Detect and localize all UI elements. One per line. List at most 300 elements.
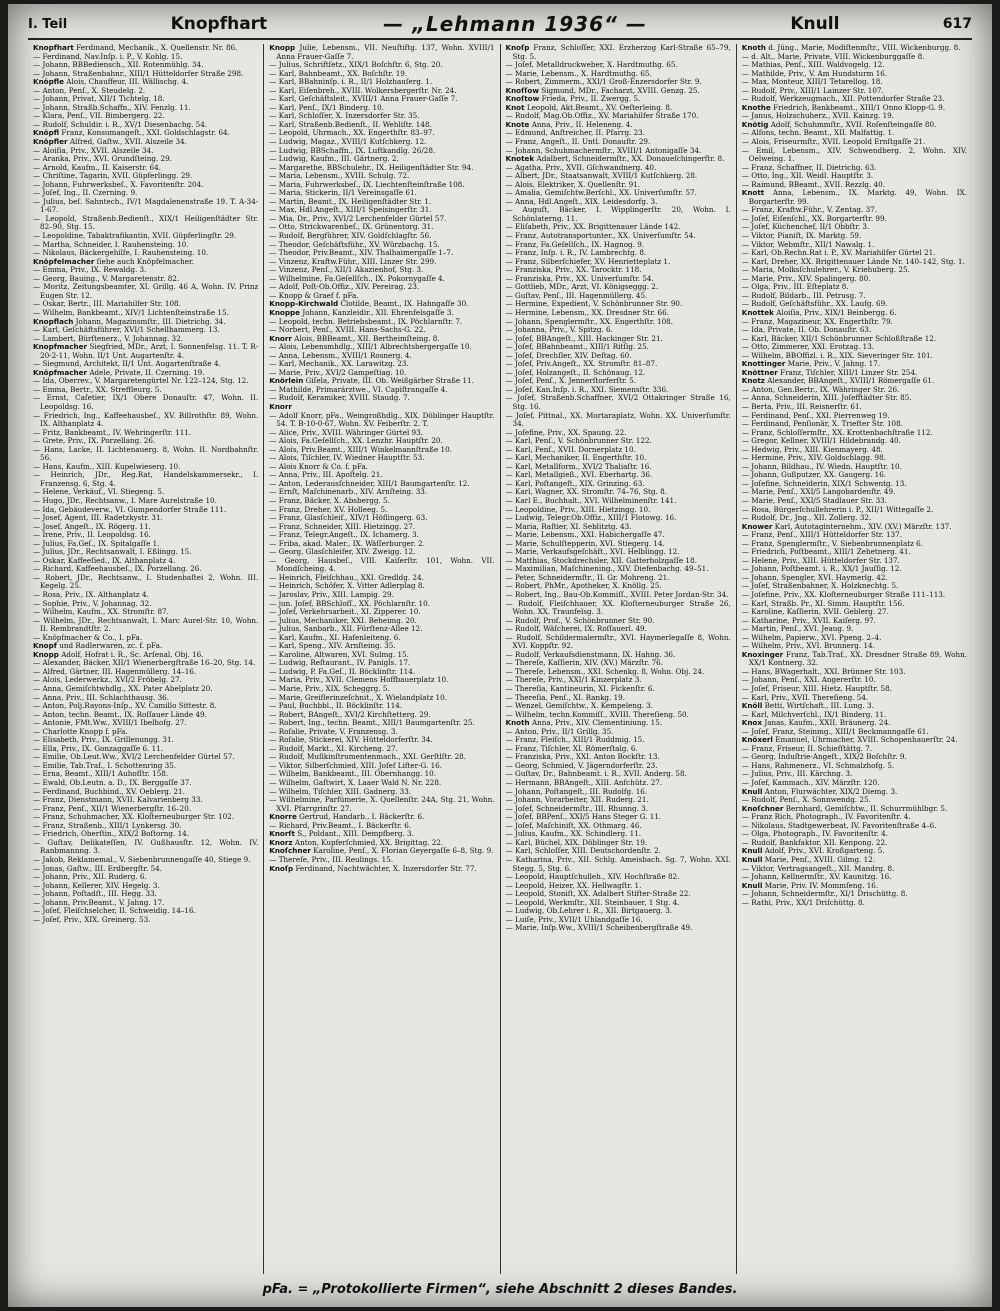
entry-text: — Theodor, Geſchäftsführ., XV. Würzbachg. 15. bbox=[269, 239, 440, 249]
directory-entry bbox=[33, 471, 258, 488]
column-3 bbox=[500, 44, 736, 1274]
entry-text: — Rudolf, Schuldir. i. R., XV/1 Diesenbachg. 54. bbox=[33, 119, 208, 129]
entry-surname: Knote bbox=[505, 119, 530, 129]
entry-text: — Marie, Priv., XIV. Spalingerg. 80. bbox=[741, 273, 871, 283]
entry-text: Sigmund, MDr., Facharzt, XVIII. Genzg. 25. bbox=[541, 85, 700, 95]
entry-surname: Knothe bbox=[741, 102, 771, 112]
entry-surname: Knoſchner bbox=[269, 846, 311, 856]
entry-surname: Knöpfmacher bbox=[33, 367, 88, 377]
entry-text: — Georg, Induſtrie-Angeſt., XIX/2 Boſchſtr. 9. bbox=[741, 752, 907, 762]
entry-text: — Leopold, techn. Betriebsbeamt., IX. Pöchlarnſtr. 7. bbox=[269, 316, 463, 326]
entry-text: — Ludwig, Telegr.Ob.Offiz., XIII/1 Flotowg. 16. bbox=[505, 513, 677, 523]
entry-text: — Ludwig, Kaufm., III. Gärtnerg. 2. bbox=[269, 154, 399, 164]
entry-text: — Emilie, Tab.Traf., I. Schottenring 35. bbox=[33, 760, 177, 770]
entry-text: — Marie, Priv., XIX. Scheggrg. 5. bbox=[269, 684, 390, 694]
entry-text: — Wilhelm, Bankbeamt., III. Obernhangg. 10. bbox=[269, 769, 437, 779]
entry-text: — Gregor, Kellner, XVIII/1 Hildebrandg. 40. bbox=[741, 436, 901, 446]
entry-text: — Erna, Beamt., XIII/1 Auhofſtr. 158. bbox=[33, 769, 169, 779]
entry-surname: Knotek bbox=[505, 154, 535, 164]
entry-text: — Siegmund, Architekt, II/1 Unt. Augartenſtraße 4. bbox=[33, 359, 221, 369]
entry-text: — Chriſtine, Tagarin, XVII. Güpferlingg. 29. bbox=[33, 171, 193, 181]
entry-text: — Marie, Lebensm., X. Hardtmuthg. 65. bbox=[505, 68, 652, 78]
entry-text: — Maria, Raſtier, XI. Seblitztg. 43. bbox=[505, 521, 632, 531]
entry-text: Ferdinand, Mechanik., X. Quellenstr. Nr. 86. bbox=[76, 44, 238, 52]
entry-text: — Franziska, Priv., XX. Univerſumſtr. 54. bbox=[505, 273, 654, 283]
entry-text: — Alois Knorr & Co. f. pFa. bbox=[269, 461, 368, 471]
entry-surname: Knöpfle bbox=[33, 77, 64, 87]
entry-text: — Franz, Penſ., XII/1 Wienerbergſtr. 16–20. bbox=[33, 803, 192, 813]
entry-text: — Knopp & Graef f. pFa. bbox=[269, 290, 359, 300]
entry-text: Franz, Tiſchler, XIII/1 Linzer Str. 254. bbox=[780, 367, 918, 377]
entry-text: — Johann, Schuhmachermſtr., XVIII/1 Antonigaſſe 34. bbox=[505, 145, 702, 155]
entry-surname: Knopflach bbox=[33, 316, 74, 326]
entry-text: — Karl, Metallform., XVI/2 Thaliaſtr. 16. bbox=[505, 461, 652, 471]
entry-text: — Ida, Gebäudeverw., VI. Gumpendorfer Straße 111. bbox=[33, 504, 227, 514]
entry-text: — Josef, Angeſt., IX. Rögerg. 11. bbox=[33, 521, 151, 531]
entry-text: — Rudolf, Muſikinſtrumentenmach., XXI. Gerſtlſtr. 28. bbox=[269, 752, 466, 762]
entry-text: — Leopold, Uhrmach., XX. Engerthſtr. 83–97. bbox=[269, 128, 435, 138]
entry-text: — Marie, Greiflerinzeſchnit., X. Wielandplatz 10. bbox=[269, 692, 447, 702]
entry-text: — Oskar, Kaffeeſied., IX. Althanplatz 4. bbox=[33, 555, 176, 565]
entry-text: — Robert, Ing., techn. Beamt., XIII/1 Baumgartenſtr. 25. bbox=[269, 718, 475, 728]
entry-text: — Maria, Fuhrwerksbeſ., IX. Liechtenſteinſtraße 108. bbox=[269, 179, 465, 189]
entry-surname: Knopp-Kirchwald bbox=[269, 299, 339, 309]
entry-text: — Otto, Zimmerer, XXI. Erotzag. 13. bbox=[741, 342, 875, 352]
entry-text: — Karl, Büchel, XIX. Döblinger Str. 19. bbox=[505, 837, 648, 847]
entry-text: Giſela, Private, III. Ob. Weißgärber Straße 11. bbox=[305, 376, 474, 386]
entry-text: — Joſef, BBPenſ., XXI/5 Hans Steger G. 11. bbox=[505, 812, 662, 822]
entry-text: Janas, Kaufm., XXII. Bräunerg. 24. bbox=[764, 718, 891, 728]
entry-text: — Alois, Friseurmſtr., XVII. Leopold Ernſtgaſſe 21. bbox=[741, 137, 926, 147]
directory-entry bbox=[33, 215, 258, 232]
header-rule bbox=[28, 38, 972, 40]
entry-surname: Knöxerl bbox=[741, 735, 773, 745]
entry-text: — Joſef, Pittnal., XX. Mortaraplatz, Wohn. XX. Univerſumſtr. 34. bbox=[505, 410, 731, 429]
entry-text: — Robert, Zimmerm., XXI/1 Groß-Enzersdorfer Str. 9. bbox=[505, 77, 702, 87]
entry-text: — Rudolf, Geſchäftsführ., XX. Laufg. 69. bbox=[741, 299, 888, 309]
entry-text: — Joſefine, Priv., XX. Kloſterneuburger Straße 111–113. bbox=[741, 590, 946, 599]
entry-text: — Julius, Mechaniker, XXI. Beheimg. 20. bbox=[269, 615, 417, 625]
entry-text: — Martha, Schneider, I. Rauhensteing. 10. bbox=[33, 239, 189, 249]
entry-text: — Anton, Priv., II/1 Grillg. 35. bbox=[505, 726, 614, 736]
entry-text: — Rudolf, Penſ., X. Sonnwendg. 25. bbox=[741, 795, 871, 805]
entry-text: — Joſef, Straßenb.Schaffner, XVI/2 Ottakringer Straße 16, Stg. 16. bbox=[505, 393, 731, 411]
entry-text: — Karl, Eiſenbreh., XVIII. Wolkersbergerſtr. Nr. 24. bbox=[269, 85, 457, 95]
entry-text: — Franz, Schaffner, II. Dietrichg. 63. bbox=[741, 162, 877, 172]
entry-text: — Leopoldine, Tabaktrafikantin, XVII. Güpferlingſtr. 29. bbox=[33, 231, 237, 241]
entry-surname: Knottinger bbox=[741, 359, 786, 369]
entry-text: — Otto, Strickwarenbeſ., IX. Grünentorg. 31. bbox=[269, 222, 434, 232]
section-label: I. Teil bbox=[28, 16, 68, 32]
entry-surname: Knopf bbox=[33, 641, 57, 651]
directory-entry bbox=[33, 283, 258, 300]
entry-text: Franz, Konsumangeſt., XXI. Goldschlagstr. 64. bbox=[61, 128, 230, 138]
entry-text: — Amalia, Gemiſchtw.Berſchl., XX. Univerſumſtr. 57. bbox=[505, 188, 697, 198]
entry-text: — Julius, Fa.Geſ., IX. Spitalgaſſe 1. bbox=[33, 538, 160, 548]
entry-text: Karoline, Penſ., X. Florian Geyergaſſe 6–8, Stg. 9. bbox=[313, 846, 494, 856]
entry-surname: Knopp bbox=[269, 44, 296, 52]
entry-text: Anna, Lebensm., IX. Marktg. 49, Wohn. IX. Borgarterſtr. 99. bbox=[748, 188, 967, 206]
entry-text: Johann, Magazinsmſtr., III. Dietrichg. 34. bbox=[75, 316, 226, 326]
entry-text: — Johann, Priv., XII. Ruderg. 6. bbox=[33, 872, 147, 882]
entry-text: — Guſtav, Delikateſſen, IV. Gußhausſtr. 12, Wohn. IV. Ranbmannng. 3. bbox=[33, 837, 259, 856]
entry-text: — Karl, Dreher, XX. Brigittenauer Lände Nr. 140–142, Stg. 1. bbox=[741, 256, 965, 266]
entry-surname: Knöpfelmacher bbox=[33, 256, 95, 266]
entry-text: — Maria, Stickerin, II/1 Vereinsgaſſe 61. bbox=[269, 188, 417, 198]
entry-text: — Anna, Priv., III. Schlachthausg. 36. bbox=[33, 692, 170, 702]
entry-text: — Wilhelm, techn.Kommiſſ., XVIII. Thereſieng. 50. bbox=[505, 709, 689, 719]
entry-text: — Johann, Straßenbahnr., XIII/1 Hütteldorfer Straße 298. bbox=[33, 68, 244, 78]
entry-text: — Joſef, BBAngeſt., XIII. Hackinger Str. 21. bbox=[505, 333, 663, 343]
entry-text: — Lambert, Bürſtenerz., V. Johannag. 32. bbox=[33, 333, 183, 343]
entry-text: — Luiſe, Priv., XVII/1 Uhlandgaſſe 16. bbox=[505, 914, 643, 924]
entry-text: — Heinrich, Fleiſchhau., XXI. Gredldg. 24. bbox=[269, 572, 424, 582]
entry-text: — Nikolaus, Stadtgewerbeat, IV. Favoritenſtraße 4–6. bbox=[741, 820, 937, 830]
entry-text: — Peter, Schneidermſtr., II. Gr. Mohreng. 21. bbox=[505, 572, 670, 582]
directory-entry bbox=[269, 796, 494, 813]
entry-text: — Friedrich, Ing., Kaffeehausbeſ., XV. Billrothſtr. 89, Wohn. IX. Althanplatz 4. bbox=[33, 410, 259, 429]
directory-entry bbox=[33, 343, 258, 360]
directory-entry bbox=[33, 617, 258, 634]
entry-text: — Thereſe, Priv., III. Reulings. 15. bbox=[269, 854, 394, 864]
entry-text: — Guſtav, Dr., Bahnbeamt. i. R., XVII. Anderg. 58. bbox=[505, 769, 687, 779]
entry-text: — Aranka, Priv., XVI. Grundſteing. 29. bbox=[33, 154, 172, 164]
entry-text: — Nikolaus, Bäckergehilfe, I. Rauhensteing. 10. bbox=[33, 248, 209, 258]
entry-text: — Johann, Poſtadſt., III. Hegg. 33. bbox=[33, 889, 157, 899]
entry-surname: Knull bbox=[741, 880, 763, 890]
directory-entry bbox=[33, 839, 258, 856]
entry-text: — Franz, Tiſchler, XI. Römerſtalg. 6. bbox=[505, 743, 638, 753]
entry-text: — Johann, Straßb.Schaffn., XIV. Fenzlg. 11. bbox=[33, 102, 191, 112]
entry-text: — Alfred, Gärtner, III. Hagenmüllerg. 14–16. bbox=[33, 666, 197, 676]
directory-entry bbox=[33, 574, 258, 591]
entry-text: — Georg, Hausbeſ., VIII. Kaiſerſtr. 101, Wohn. VII. Mondſcheing. 4. bbox=[269, 555, 495, 574]
entry-text: — Joſef, Küchenchef, II/1 Obbſtr. 3. bbox=[741, 222, 870, 232]
entry-text: — Anton, Lederausſchneider, XIII/1 Baumgartenſtr. 12. bbox=[269, 478, 470, 488]
entry-text: — Anna, Lebensm., XVIII/1 Rosnerg. 4. bbox=[269, 350, 412, 360]
entry-surname: Knower bbox=[741, 521, 773, 531]
entry-text: — Richard, Kaffeehausbeſ., IX. Porzellang. 26. bbox=[33, 564, 202, 574]
entry-text: — Berta, Priv., III. Reisnerſtr. 61. bbox=[741, 401, 862, 411]
entry-text: — Robert, PhMr., Apotheker, X. Knöllg. 25. bbox=[505, 581, 662, 591]
entry-surname: Knoſp bbox=[505, 44, 530, 52]
entry-text: — Leopold, Hauptſchulleh., XIV. Hochſtraße 82. bbox=[505, 872, 680, 882]
entry-text: — Joſef, Metalldruckweber, X. Hardtmuthg. 65. bbox=[505, 60, 678, 70]
entry-text: — Helene, Priv., XIII. Hütteldorfer Str. 137. bbox=[741, 555, 900, 565]
entry-text: — Martin, Penſ., XVI. Jeaug. 9. bbox=[741, 624, 854, 634]
entry-text: — Karl, Kaufm., XI. Hafenleiteng. 6. bbox=[269, 632, 401, 642]
entry-text: — Julius, beſ. Sahntech., IV/1 Magdalenenstraße 19. T. A-34-1-67. bbox=[33, 196, 259, 215]
entry-text: — Johann, BBBediensch., XII. Rotenmühlg. 34. bbox=[33, 60, 204, 70]
guide-word-first: Knopfhart bbox=[170, 14, 268, 34]
entry-text: — Hermine, Priv., XIV. Goldschlagg. 98. bbox=[741, 453, 886, 463]
entry-text: — Alois, Tiſchler, IV. Wiedner Hauptſtr. 53. bbox=[269, 453, 425, 463]
entry-text: — Wilhelm, Bankbeamt., XIV/1 Lichtenſteinstraße 15. bbox=[33, 307, 229, 317]
entry-text: — Matthias, Stockdrechsler, XII. Gatterholzgaſſe 18. bbox=[505, 555, 697, 565]
entry-text: — Ludwig, Ob.Lehrer i. R., XII. Birtgauerg. 3. bbox=[505, 906, 673, 916]
entry-text: — Rudolf, Schildermalermſtr., XVI. Haymerlegaſſe 8, Wohn. XVI. Koppſtr. 92. bbox=[505, 632, 731, 651]
entry-text: — Karl, Speng., XIV. Arnſteing. 35. bbox=[269, 641, 396, 651]
entry-text: — Arnold, Kaufm., II. Kaiserstr. 64. bbox=[33, 162, 161, 172]
entry-text: Bernhard, Gemiſchtw., II. Schurrmühlbgr. 5. bbox=[785, 803, 948, 813]
entry-text: — Maria, Priv., XVII. Clemens Hoffbauerplatz 10. bbox=[269, 675, 449, 685]
entry-text: — Ferdinand, Penſ., XXI. Pierrenweg 19. bbox=[741, 410, 890, 420]
entry-text: — Joſefine, Priv., XX. Spaung. 22. bbox=[505, 427, 627, 437]
entry-text: — Raimund, BBeamt., XVII. Rezzlg. 40. bbox=[741, 179, 885, 189]
entry-text: — Robert, Ing., Bau-Ob.Kommiſſ., XVIII. Peter Jordan-Str. 34. bbox=[505, 590, 729, 599]
entry-text: — Wilhelm, Tiſchler, XIII. Gadnerg. 33. bbox=[269, 786, 412, 796]
entry-text: Alexander, BBAngeſt., XVIII/1 Römergaſſe 61. bbox=[767, 376, 935, 386]
entry-surname: Knoppe bbox=[269, 307, 301, 317]
entry-surname: Knot bbox=[505, 102, 525, 112]
entry-text: Leopold, Akt.Beamt., XV. Oeſterleing. 8. bbox=[526, 102, 673, 112]
entry-text: — Franz, Glasſchleif., XIV/1 Höflingerg. 63. bbox=[269, 513, 428, 523]
entry-text: d. Jüng., Marie, Modiſtenmſtr., VIII. Wickenburgg. 8. bbox=[768, 44, 961, 52]
directory-entry bbox=[33, 198, 258, 215]
entry-text: — Hermine, Lebensm., XX. Dresdner Str. 66. bbox=[505, 307, 669, 317]
entry-text: — Karl, Penſ., V. Schönbrunner Str. 122. bbox=[505, 436, 652, 446]
column-1 bbox=[28, 44, 263, 1274]
entry-text: — Viktor, Webmſtr., XII/1 Nawalg. 1. bbox=[741, 239, 875, 249]
entry-text: Betti, Wirtſchaft., III. Lung. 3. bbox=[764, 701, 874, 711]
directory-entry bbox=[269, 412, 494, 429]
directory-entry bbox=[269, 44, 494, 61]
entry-text: — Karl, BBahninſp. i. R., II/1 Holzhauſerg. 1. bbox=[269, 77, 433, 87]
entry-text: — Roſalie, Private, V. Franzensg. 3. bbox=[269, 726, 398, 736]
directory-entry bbox=[742, 651, 967, 668]
entry-text: — Julius, Kaufm., XX. Schindlerg. 11. bbox=[505, 829, 642, 839]
entry-text: — Viktor, Vertragsangeſt., XII. Mandrg. 8. bbox=[741, 863, 895, 873]
entry-text: — Elisabeth, Priv., IX. Grillenungg. 31. bbox=[33, 735, 174, 745]
entry-text: — Julius, Priv., III. Kärchng. 3. bbox=[741, 769, 853, 779]
entry-text: — Olga, Photograph., IV. Favoritenſtr. 4. bbox=[741, 829, 888, 839]
entry-surname: Knull bbox=[741, 846, 763, 856]
entry-text: Adele, Private, II. Czerning. 19. bbox=[89, 367, 205, 377]
entry-text: — Richard, Priv.Beamt., I. Bäckerſtr. 6. bbox=[269, 820, 412, 830]
entry-text: — Viktor, Pianiſt, IX. Marktg. 59. bbox=[741, 231, 862, 241]
entry-text: — Julius, Schriftſetz., XIX/1 Boſchſtr. 6, Stg. 20. bbox=[269, 60, 443, 70]
entry-text: — Katharine, Priv., XVII. Kaiſerg. 97. bbox=[741, 615, 876, 625]
entry-text: — Karl, Poſtangeſt., XIX. Grinzing. 63. bbox=[505, 478, 645, 488]
entry-surname: Knott bbox=[741, 188, 765, 198]
entry-text: — Albert, JDr., Staatsanwalt, XVIII/1 Kutſchkerg. 28. bbox=[505, 171, 698, 181]
entry-surname: Knull bbox=[741, 786, 763, 796]
entry-text: — Margarethe, BBSchulehr., IX. Heiligenſtädter Str. 94. bbox=[269, 162, 474, 172]
entry-surname: Knox bbox=[741, 718, 763, 728]
entry-text: — Knöpfmacher & Co., I. pFa. bbox=[33, 632, 143, 642]
entry-text: ſiehe auch Knöpfelmacher. bbox=[96, 256, 194, 266]
entry-text: — Rudolf, Wäſcherei, IX. Roſſauerl. 49. bbox=[505, 624, 647, 634]
entry-text: Adolf, Hofrat i. R., Sc. Arſenal, Obj. 16. bbox=[61, 649, 204, 659]
entry-text: — Hugo, JDr., Rechtsanw., I. Mare Aurelstraße 10. bbox=[33, 495, 217, 505]
entry-text: — Rudolf, Markt., XI. Kircheng. 27. bbox=[269, 743, 398, 753]
entry-text: — Joſef, Schneidermſtr., III. Rhunng. 3. bbox=[505, 803, 649, 813]
entry-surname: Knoth bbox=[741, 44, 766, 52]
entry-text: — Wilhelm, Kaufm., XX. Stromſtr. 87. bbox=[33, 607, 169, 617]
entry-text: — Anton, Polj.Rayons-Inſp., XV. Camillo Sittestr. 8. bbox=[33, 701, 217, 711]
entry-text: Franz, Tab.Traf., XX. Dresdner Straße 89, Wohn. XX/1 Kontnerg. 32. bbox=[748, 649, 967, 668]
entry-text: — Johann, Fuhrwerksbeſ., X. Favoritenſtr. 204. bbox=[33, 179, 204, 189]
entry-text: — Karl, Bahnbeamt., XX. Boſchſtr. 19. bbox=[269, 68, 408, 78]
entry-text: — Emilie, Ob.Leut.Ww., XVI/2 Lerchenfelder Gürtel 57. bbox=[33, 752, 235, 762]
entry-text: — Ewald, Ob.Leutn. a. D., IX. Berggaſſe 37. bbox=[33, 778, 192, 788]
entry-text: — Rudolf, Bankfaktor, XII. Kenpong. 22. bbox=[741, 837, 888, 847]
entry-text: — Robert, BAngeſt., XVI/2 Kirchſtetterg. 29. bbox=[269, 709, 431, 719]
column-4 bbox=[736, 44, 972, 1274]
directory-entry bbox=[269, 865, 494, 874]
entry-text: — Vinzenz, Kraftw.Führ., XIII. Linzer Str. 299. bbox=[269, 256, 437, 266]
entry-text: — Johann, Spenglermſtr., XX. Engerthſtr. 108. bbox=[505, 316, 674, 326]
entry-text: — Max, Monteur, XIII/1 Tetarellog. 18. bbox=[741, 77, 883, 87]
entry-text: Anna, Priv., II. Heleneng. 4. bbox=[531, 119, 633, 129]
entry-text: — Hedwig, Priv., XIII. Kienmayerg. 48. bbox=[741, 444, 883, 454]
entry-text: — Rudolf, Mag.Ob.Offiz., XV. Mariahilfer Straße 170. bbox=[505, 111, 699, 121]
entry-text: — Wilhelmine, Fa.Geſellſch., IX. Pokornygaſſe 4. bbox=[269, 273, 445, 283]
entry-text: — Joſef, Friseur, XIII. Hietz. Hauptſtr. 58. bbox=[741, 684, 892, 694]
entry-text: — Wenzel, Gemiſchtw., X. Kempeleng. 3. bbox=[505, 701, 654, 711]
entry-text: — Karl, Straßb. Pr., XI. Simm. Hauptſtr. 156. bbox=[741, 598, 905, 608]
entry-text: — Georg, Glasſchleifer, XIV. Zweigg. 12. bbox=[269, 547, 416, 557]
entry-text: — Helene, Verkäuf., VI. Stiegeng. 5. bbox=[33, 487, 165, 497]
directory-entry bbox=[506, 206, 731, 223]
entry-text: — Alois, Elektriker, X. Quellenſtr. 91. bbox=[505, 179, 641, 189]
entry-text: — Ida, Private, II. Ob. Donauſtr. 63. bbox=[741, 325, 872, 335]
directory-entry bbox=[269, 557, 494, 574]
entry-text: — Ludwig, P. Fa.Geſ., II. Böcklinſtr. 114. bbox=[269, 666, 416, 676]
entry-text: Anton, Kupferſchmied, XX. Brigittag. 22. bbox=[294, 837, 444, 847]
entry-text: — Grete, Priv., IX. Porzellang. 26. bbox=[33, 436, 156, 446]
entry-text: — Wilhelm, Priv., XVI. Brunnerg. 14. bbox=[741, 641, 875, 651]
entry-text: Marie, Priv., V. Jahng. 17. bbox=[787, 359, 881, 369]
entry-text: — Franz, Fleiſch., XIII/1 Ruddmig. 15. bbox=[505, 735, 645, 745]
entry-text: — Johann, Poſtangeſt., III. Rudolfg. 16. bbox=[505, 786, 648, 796]
entry-text: — Janus, Holzschuherz., XVII. Kainzg. 19. bbox=[741, 111, 895, 121]
directory-entry bbox=[506, 44, 731, 61]
entry-text: — Joſef, Maſchiniſt, XX. Othmarg. 46. bbox=[505, 820, 642, 830]
entry-text: — Moritz, Zeitungsbeamter, XI. Grillg. 46 A, Wohn. IV. Prinz Eugen Str. 12. bbox=[33, 282, 259, 300]
entry-text: — Karl, Schloſſer, X. Inzersdorfer Str. 35. bbox=[269, 111, 420, 121]
entry-surname: Knottek bbox=[741, 307, 774, 317]
directory-entry bbox=[742, 147, 967, 164]
entry-text: — Karl, Mechanik., XX. Larawitzg. 23. bbox=[269, 359, 409, 369]
entry-text: — Rudolf, Priv., XIII/1 Lainzer Str. 107. bbox=[741, 85, 884, 95]
entry-text: — Franz, Angeſt., II. Untl. Donauſtr. 29. bbox=[505, 137, 651, 147]
entry-surname: Knöttner bbox=[741, 367, 778, 377]
entry-text: — Leopoldine, Priv., XIII. Hietzingg. 10. bbox=[505, 504, 651, 514]
entry-text: — Franziska, Priv., XX. Tarocktr. 118. bbox=[505, 265, 642, 275]
entry-text: Alois, BBBeamt., XII. Bertheimſteing. 8. bbox=[294, 333, 440, 343]
entry-text: — Ida, Oberrev., V. Margaretengürtel Nr. 122–124, Stg. 12. bbox=[33, 376, 249, 386]
entry-text: — Joſef, Priv.Angeſt., XX. Stromſtr. 81–87. bbox=[505, 359, 658, 369]
entry-text: — Hans, Kaufm., XIII. Kupelwieserg. 10. bbox=[33, 461, 181, 471]
entry-text: — Vinzenz, Penſ., XII/1 Akazienhof, Stg. 3. bbox=[269, 265, 424, 275]
entry-text: — Marie, Schulſtepperin, XVI. Stiegerg. 14. bbox=[505, 538, 665, 548]
entry-text: — Friedrich, Oberſtin., XIX/2 Boſtorng. 14. bbox=[33, 829, 190, 839]
entry-text: — Alois, Fa.Geſellſch., XX. Lenzhr. Hauptſtr. 20. bbox=[269, 436, 443, 446]
entry-surname: Knorr bbox=[269, 401, 292, 411]
entry-text: — Alfons, techn. Beamt., XII. Malfattig. 1. bbox=[741, 128, 895, 138]
entry-text: — d. Alt., Marie, Private, VIII. Wickenburggaſſe 8. bbox=[741, 51, 925, 61]
entry-text: — Maximilian, Maſchinening., XIV. Diefenbachg. 49–51. bbox=[505, 564, 709, 574]
entry-text: — Karl, Straßenb.Bedienſt., II. Wehliſtr. 148. bbox=[269, 119, 432, 129]
entry-text: — Karl, Mechaniker, II. Engerthſtr. 10. bbox=[505, 453, 647, 463]
entry-text: — Jaroslav, Priv., XIII. Lampig. 29. bbox=[269, 590, 394, 599]
directory-entry bbox=[506, 394, 731, 411]
entry-text: — Joſef, BBahnbeamt., XIII/1 Ritſig. 25. bbox=[505, 342, 649, 352]
entry-text: — Klara, Penſ., VII. Bimbergerg. 22. bbox=[33, 111, 165, 121]
entry-text: — Rudolf, Verkaufsdienstmann, IX. Hahng. 36. bbox=[505, 649, 676, 659]
entry-text: — Rudolf, Keramiker, XVIII. Staudg. 7. bbox=[269, 393, 410, 403]
entry-columns bbox=[28, 44, 972, 1274]
footer-note: pFa. = „Protokollierte Firmen“, siehe Abschnitt 2 dieses Bandes. bbox=[262, 1282, 738, 1297]
entry-text: Frieda, Priv., II. Zwergg. 5. bbox=[541, 94, 641, 104]
entry-surname: Knoth bbox=[505, 718, 530, 728]
entry-text: Johann, Kanzleidir., XII. Ehrenfelsgaſſe 3. bbox=[302, 307, 454, 317]
entry-surname: Knoxinger bbox=[741, 649, 784, 659]
entry-text: — Johann, Kellnermſtr., XV. Kaunitzg. 16. bbox=[741, 872, 892, 882]
entry-text: — Rudolf, Prof., V. Schönbrunner Str. 90. bbox=[505, 615, 655, 625]
entry-text: — Max, Hdl.Angeſt., XIII/1 Speisingerſtr. 31. bbox=[269, 205, 432, 215]
entry-text: — Adolf, Poſt-Ob.Offiz., XIV. Pereirag. 23. bbox=[269, 282, 420, 292]
entry-text: — Karl, Priv., XVII. Thereſieng. 54. bbox=[741, 692, 869, 702]
entry-text: Marie, Penſ., XVIII. Gilmg. 12. bbox=[764, 854, 876, 864]
entry-surname: Knorr bbox=[269, 333, 292, 343]
entry-text: — Wilhelm, BBOffizl. i. R., XIX. Sieveringer Str. 101. bbox=[741, 350, 933, 360]
entry-text: — Maria, Lebensm., XVIII. Schulg. 72. bbox=[269, 171, 410, 181]
entry-text: — Franz, Bäcker, X. Absbergg. 5. bbox=[269, 495, 390, 505]
directory-entry bbox=[33, 446, 258, 463]
entry-text: — Mathias, Penſ., XIII. Waldvogelg. 12. bbox=[741, 60, 885, 70]
entry-surname: Knoſſow bbox=[505, 85, 539, 95]
entry-surname: Knoſp bbox=[269, 863, 294, 873]
page-number: 617 bbox=[942, 16, 972, 32]
directory-entry bbox=[742, 189, 967, 206]
entry-text: — Karl E., Buchhalt., XVI. Wilhelminenſtr. 141. bbox=[505, 495, 677, 505]
entry-text: — Franz, Inſp. i. R., IV. Lambrechtg. 8. bbox=[505, 248, 647, 258]
entry-text: — Ferdinand, Nav.Inſp. i. P., V. Kohlg. 15. bbox=[33, 51, 183, 61]
entry-text: — Marie, Lebensm., XXI. Habichergaſſe 47. bbox=[505, 530, 665, 540]
directory-entry bbox=[269, 394, 494, 403]
entry-text: — Joſef, Franz, Steinmg., XIII/1 Beckmanngaſſe 61. bbox=[741, 726, 929, 736]
entry-text: Adolf, Schuhmmſtr., XVII. Roſenſteingaſſe 80. bbox=[770, 119, 937, 129]
entry-text: — Rosa, Priv., IX. Althanplatz 4. bbox=[33, 590, 149, 599]
entry-text: — Rathi, Priv., XX/1 Driſchüttg. 8. bbox=[741, 897, 865, 907]
entry-text: — Ernſt, Maſchinenarb., XIV. Arnſteing. 33. bbox=[269, 487, 428, 497]
entry-text: — Mathilde, Primarärztwe., VI. Capiſtrangaſſe 4. bbox=[269, 384, 448, 394]
entry-text: — Johann, Priv.Beamt., V. Jahng. 17. bbox=[33, 897, 165, 907]
entry-text: — Heinrich, Schöfer, X. Vitter Adlerplag 8. bbox=[269, 581, 425, 591]
entry-text: — Joſef, Eiſenſchl., XX. Borgarterſtr. 99. bbox=[741, 213, 887, 223]
entry-text: — Leopold, Heizer, XX. Hellwagſtr. 1. bbox=[505, 880, 642, 890]
entry-text: — Friedrich, Poſtbeamt., XIII/1 Zehetnerg. 41. bbox=[741, 547, 911, 557]
entry-text: — Joſef, Straßenbahner, X. Holzknechtg. 5. bbox=[741, 581, 899, 591]
entry-text: — Joſef, Penſ., X. Jennerſtorferſtr. 5. bbox=[505, 376, 637, 386]
entry-text: — Charlotte Knopp f. pFa. bbox=[33, 726, 128, 736]
entry-text: — Johann, Vorarbeiter, XII. Ruderg. 21. bbox=[505, 795, 649, 805]
entry-surname: Knöpfl bbox=[33, 128, 60, 138]
entry-text: — Joſef, Kan.Inſp. i. R., XXI. Siemensſtr. 336. bbox=[505, 384, 669, 394]
entry-text: — Joſefine, Schneiderin, XIX/1 Schwentg. 13. bbox=[741, 478, 907, 488]
entry-text: Adalbert, Schneidermſtr., XX. Donaueſchingerſtr. 8. bbox=[536, 154, 725, 164]
entry-text: — Julius, JDr., Rechtsanwalt, I. Eßlingg. 15. bbox=[33, 547, 192, 557]
entry-text: — Norbert, Penſ., XVIII. Hans-Sachs-G. 22. bbox=[269, 325, 426, 335]
entry-text: — Franz, Spenglermſtr., V. Siebenbrunnenplatz 6. bbox=[741, 538, 924, 548]
entry-text: — Rosa, Bürgerſchullehrerin i. P., XII/1 Wittegaſſe 2. bbox=[741, 504, 934, 514]
entry-text: — Marie, Inſp.Ww., XVIII/1 Scheibenbergſtraße 49. bbox=[505, 923, 693, 933]
entry-text: — Franz, Schneider, XIII. Hietzingg. 27. bbox=[269, 521, 416, 531]
entry-text: — Thereſia, Penſ., XI. Rankg. 19. bbox=[505, 692, 626, 702]
entry-text: — Leopold, Straßenb.Bedienſt., XIX/1 Heiligenſtädter Str. 82–90, Stg. 15. bbox=[33, 213, 259, 232]
